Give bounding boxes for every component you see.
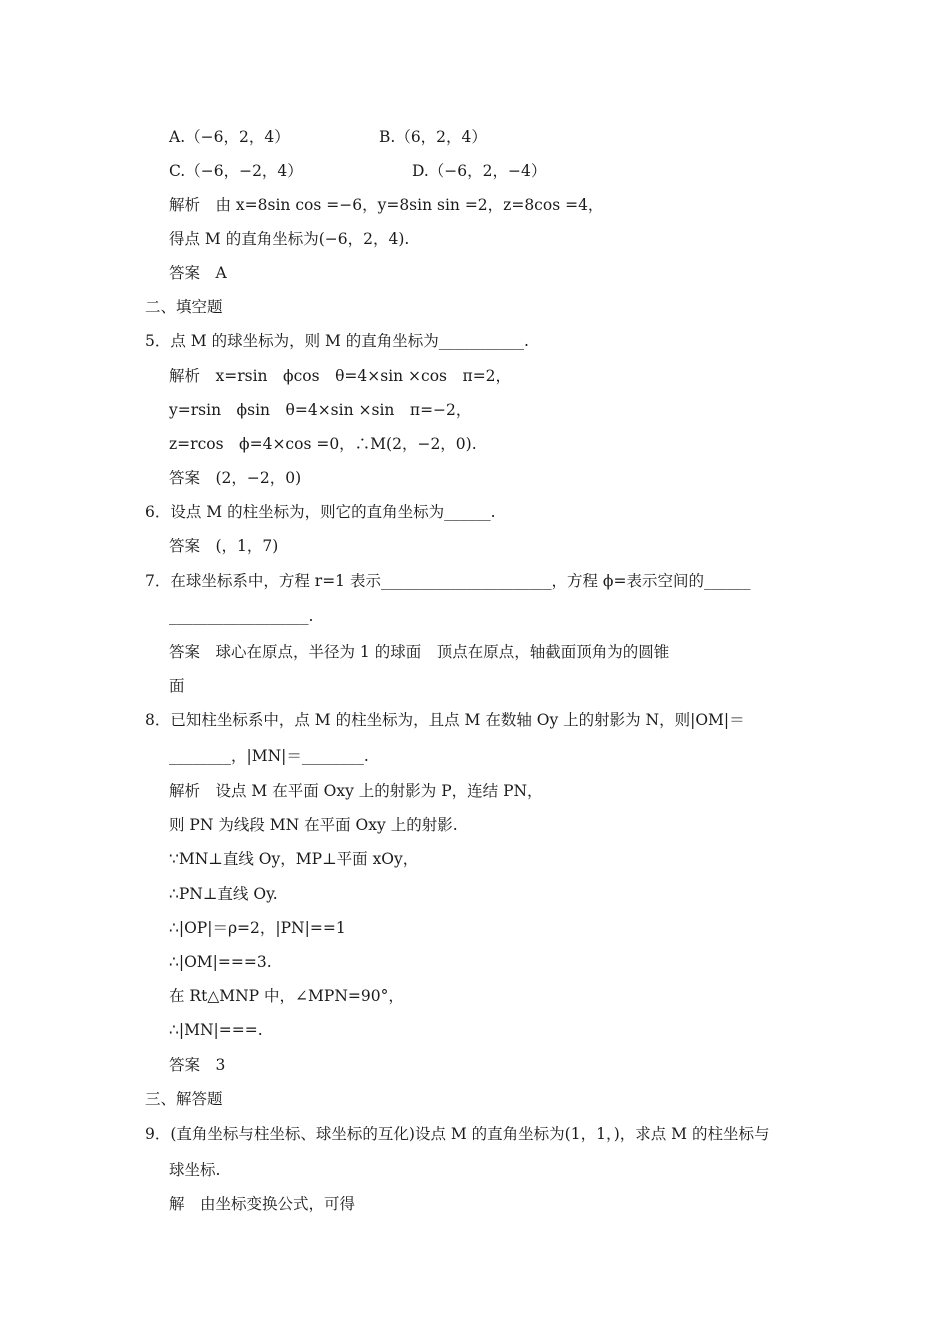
- q5-analysis-2: y=rsin ϕsin θ=4×sin ×sin π=−2，: [169, 401, 472, 419]
- option-c: C.（−6，−2，4）: [169, 162, 303, 180]
- q6-question: 6．设点 M 的柱坐标为，则它的直角坐标为______.: [145, 503, 496, 521]
- q8-analysis-4: ∴PN⊥直线 Oy.: [169, 885, 278, 903]
- q4-analysis: 解析 由 x=8sin cos =−6，y=8sin sin =2，z=8cos =4，: [169, 196, 604, 214]
- q9-question-cont: 球坐标.: [169, 1161, 221, 1179]
- q7-question: 7．在球坐标系中，方程 r=1 表示______________________，方程 ϕ=表示空间的______: [145, 572, 751, 590]
- q8-analysis-6: ∴|OM|===3.: [169, 953, 272, 971]
- q7-question-cont: __________________.: [169, 607, 314, 625]
- q8-question: 8．已知柱坐标系中，点 M 的柱坐标为，且点 M 在数轴 Oy 上的射影为 N，则|OM|＝: [145, 711, 745, 729]
- q4-answer: 答案 A: [169, 264, 227, 282]
- q8-analysis-5: ∴|OP|＝ρ=2，|PN|==1: [169, 919, 346, 937]
- q5-answer: 答案 (2，−2，0): [169, 469, 302, 487]
- q8-analysis-1: 解析 设点 M 在平面 Oxy 上的射影为 P，连结 PN，: [169, 782, 543, 800]
- section-fill-in: 二、填空题: [145, 298, 223, 316]
- q8-analysis-3: ∵MN⊥直线 Oy，MP⊥平面 xOy，: [169, 850, 419, 868]
- q9-solution: 解 由坐标变换公式，可得: [169, 1195, 356, 1213]
- q8-question-cont: ________，|MN|＝________.: [169, 747, 369, 765]
- q4-analysis-cont: 得点 M 的直角坐标为(−6，2，4).: [169, 230, 410, 248]
- q9-question: 9．(直角坐标与柱坐标、球坐标的互化)设点 M 的直角坐标为(1，1，)，求点 M 的柱坐标与: [145, 1125, 770, 1143]
- q6-answer: 答案 (，1，7): [169, 537, 279, 555]
- q7-answer: 答案 球心在原点，半径为 1 的球面 顶点在原点，轴截面顶角为的圆锥: [169, 643, 670, 661]
- option-d: D.（−6，2，−4）: [412, 162, 547, 180]
- q8-answer: 答案 3: [169, 1056, 226, 1074]
- q8-analysis-8: ∴|MN|===.: [169, 1021, 263, 1039]
- q8-analysis-2: 则 PN 为线段 MN 在平面 Oxy 上的射影.: [169, 816, 458, 834]
- option-a: A.（−6，2，4）: [169, 128, 290, 146]
- q7-answer-cont: 面: [169, 677, 185, 695]
- q8-analysis-7: 在 Rt△MNP 中，∠MPN=90°，: [169, 987, 404, 1005]
- option-b: B.（6，2，4）: [379, 128, 487, 146]
- section-solutions: 三、解答题: [145, 1090, 223, 1108]
- q5-question: 5．点 M 的球坐标为，则 M 的直角坐标为___________.: [145, 332, 529, 350]
- q5-analysis-1: 解析 x=rsin ϕcos θ=4×sin ×cos π=2，: [169, 367, 512, 385]
- q5-analysis-3: z=rcos ϕ=4×cos =0，∴M(2，−2，0).: [169, 435, 477, 453]
